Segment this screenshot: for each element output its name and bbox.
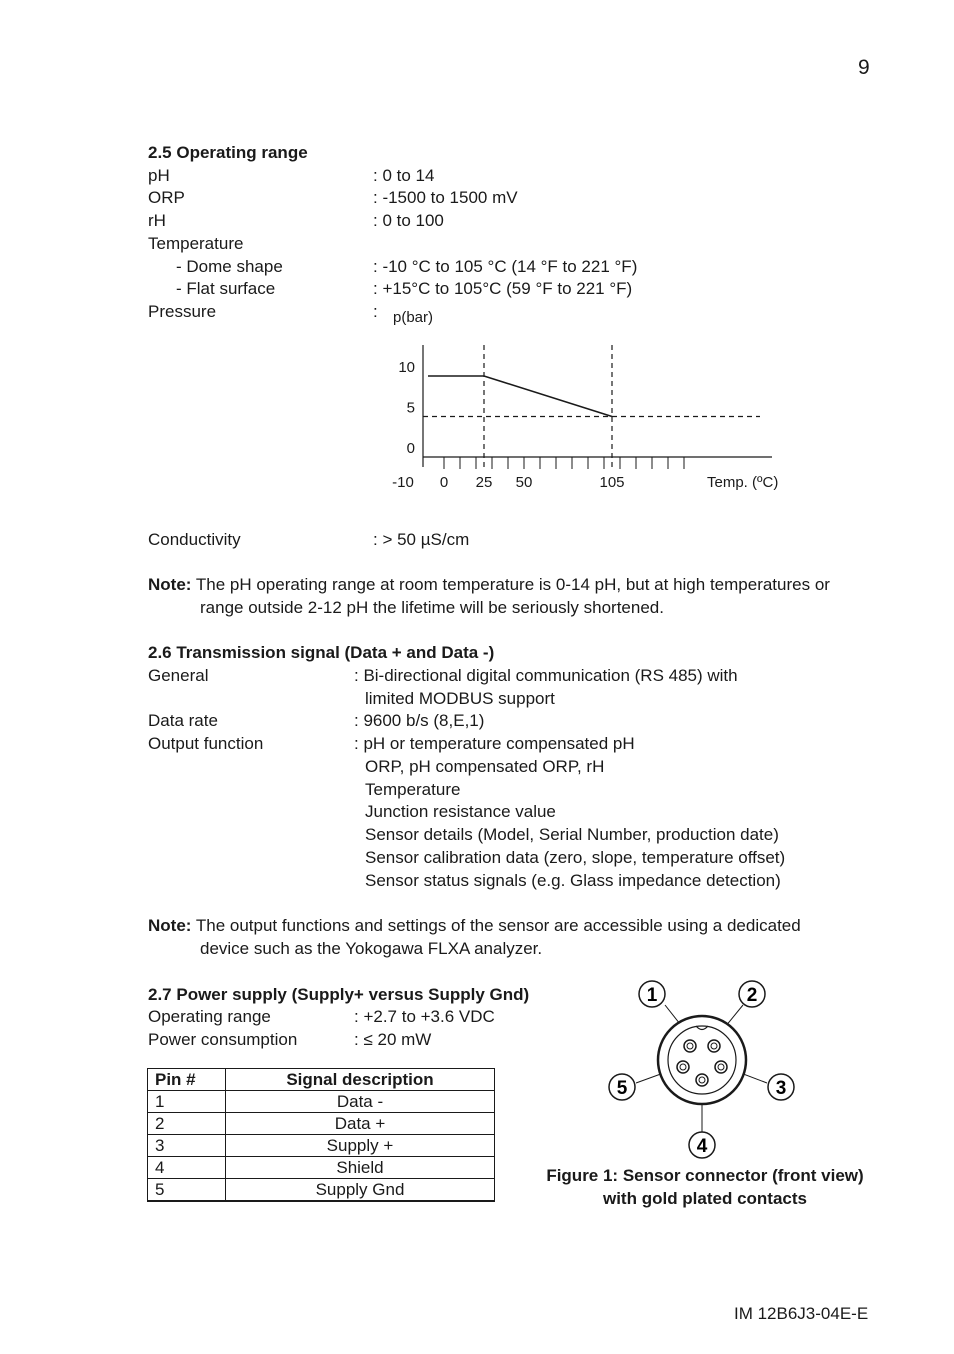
general-label: General — [148, 666, 209, 685]
page-number: 9 — [858, 56, 870, 79]
pin-label-4 — [689, 1132, 715, 1158]
pin-number: 4 — [148, 1157, 226, 1179]
pressure-colon: : — [373, 302, 378, 321]
x-tick-label: 50 — [515, 474, 533, 491]
ph-value: : 0 to 14 — [373, 166, 435, 185]
pressure-label: Pressure — [148, 302, 217, 321]
x-tick-label: 0 — [439, 474, 449, 491]
note-output-functions — [148, 914, 878, 960]
data-rate-label: Data rate — [148, 711, 218, 730]
pin-label-2 — [739, 981, 765, 1007]
flat-surface-value: : +15°C to 105°C (59 °F to 221 °F) — [373, 279, 633, 298]
svg-text:2: 2 — [746, 985, 758, 1006]
x-tick-label: 105 — [599, 474, 625, 491]
dome-shape-label: - Dome shape — [176, 257, 283, 276]
output-function-value: : pH or temperature compensated pH — [354, 734, 635, 753]
table-row — [148, 1135, 495, 1157]
signal-description: Shield — [226, 1157, 495, 1179]
ph-label: pH — [148, 166, 170, 185]
table-row — [148, 1179, 495, 1202]
output-function-item: Sensor status signals (e.g. Glass impedance detection) — [365, 871, 781, 890]
power-consumption-label: Power consumption — [148, 1030, 298, 1049]
note-text-line1: The pH operating range at room temperature is 0-14 pH, but at high temperatures or — [195, 575, 830, 594]
output-function-label: Output function — [148, 734, 264, 753]
svg-text:3: 3 — [775, 1078, 787, 1099]
conductivity-value: : > 50 µS/cm — [373, 530, 470, 549]
x-axis-title: Temp. (ºC) — [707, 474, 779, 491]
power-consumption-value: : ≤ 20 mW — [354, 1030, 432, 1049]
pressure-limit-line — [428, 376, 612, 417]
note-label: Note: — [148, 575, 192, 594]
pin-number: 2 — [148, 1113, 226, 1135]
output-function-item: Sensor calibration data (zero, slope, temperature offset) — [365, 848, 786, 867]
table-header-row — [148, 1069, 495, 1091]
rh-label: rH — [148, 211, 166, 230]
svg-text:1: 1 — [646, 985, 658, 1006]
output-function-item: ORP, pH compensated ORP, rH — [365, 757, 605, 776]
general-value-cont: limited MODBUS support — [365, 689, 555, 708]
document-id-footer: IM 12B6J3-04E-E — [734, 1304, 869, 1323]
figure-caption-line1: Figure 1: Sensor connector (front view) — [546, 1166, 864, 1185]
signal-description: Data - — [226, 1091, 495, 1113]
general-value: : Bi-directional digital communication (RS 485) with — [354, 666, 738, 685]
conductivity-label: Conductivity — [148, 530, 241, 549]
orp-value: : -1500 to 1500 mV — [373, 188, 518, 207]
pressure-temperature-chart — [0, 0, 954, 520]
signal-description: Supply Gnd — [226, 1179, 495, 1202]
operating-range-value: : +2.7 to +3.6 VDC — [354, 1007, 495, 1026]
pin-number: 1 — [148, 1091, 226, 1113]
pin-signal-table — [147, 1068, 495, 1202]
note-text-line1: The output functions and settings of the sensor are accessible using a dedicated — [195, 916, 801, 935]
flat-surface-label: - Flat surface — [176, 279, 276, 298]
figure-caption — [530, 1164, 880, 1210]
output-function-item: Junction resistance value — [365, 802, 556, 821]
data-rate-value: : 9600 b/s (8,E,1) — [354, 711, 485, 730]
y-axis-title: p(bar) — [393, 309, 434, 326]
output-function-item: Temperature — [365, 780, 461, 799]
pin-label-3 — [768, 1074, 794, 1100]
x-tick-label: 25 — [475, 474, 493, 491]
rh-value: : 0 to 100 — [373, 211, 444, 230]
pin-number: 5 — [148, 1179, 226, 1202]
table-row — [148, 1091, 495, 1113]
pin-number: 3 — [148, 1135, 226, 1157]
operating-range-label: Operating range — [148, 1007, 271, 1026]
note-text-line2: device such as the Yokogawa FLXA analyzer. — [200, 939, 543, 958]
signal-description: Data + — [226, 1113, 495, 1135]
y-tick-label: 10 — [398, 359, 415, 376]
column-header-pin: Pin # — [148, 1069, 226, 1091]
y-tick-label: 5 — [406, 399, 415, 417]
note-label: Note: — [148, 916, 192, 935]
section-title-operating-range: 2.5 Operating range — [148, 143, 308, 162]
output-function-item: Sensor details (Model, Serial Number, production date) — [365, 825, 779, 844]
figure-caption-line2: with gold plated contacts — [602, 1189, 807, 1208]
x-tick-label: -10 — [392, 474, 414, 491]
note-operating-range — [148, 573, 878, 619]
note-text-line2: range outside 2-12 pH the lifetime will be seriously shortened. — [200, 598, 664, 617]
section-title-transmission: 2.6 Transmission signal (Data + and Data -) — [148, 643, 495, 662]
table-row — [148, 1113, 495, 1135]
signal-description: Supply + — [226, 1135, 495, 1157]
table-row — [148, 1157, 495, 1179]
y-tick-label: 0 — [406, 440, 415, 457]
temperature-label: Temperature — [148, 234, 244, 253]
pin-label-5 — [609, 1074, 635, 1100]
svg-text:5: 5 — [616, 1078, 628, 1099]
sensor-connector-diagram — [600, 975, 810, 1165]
orp-label: ORP — [148, 188, 185, 207]
section-title-power-supply: 2.7 Power supply (Supply+ versus Supply Gnd) — [148, 985, 530, 1004]
pin-label-1 — [639, 981, 665, 1007]
svg-text:4: 4 — [696, 1136, 708, 1157]
column-header-signal: Signal description — [226, 1069, 495, 1091]
dome-shape-value: : -10 °C to 105 °C (14 °F to 221 °F) — [373, 257, 638, 276]
